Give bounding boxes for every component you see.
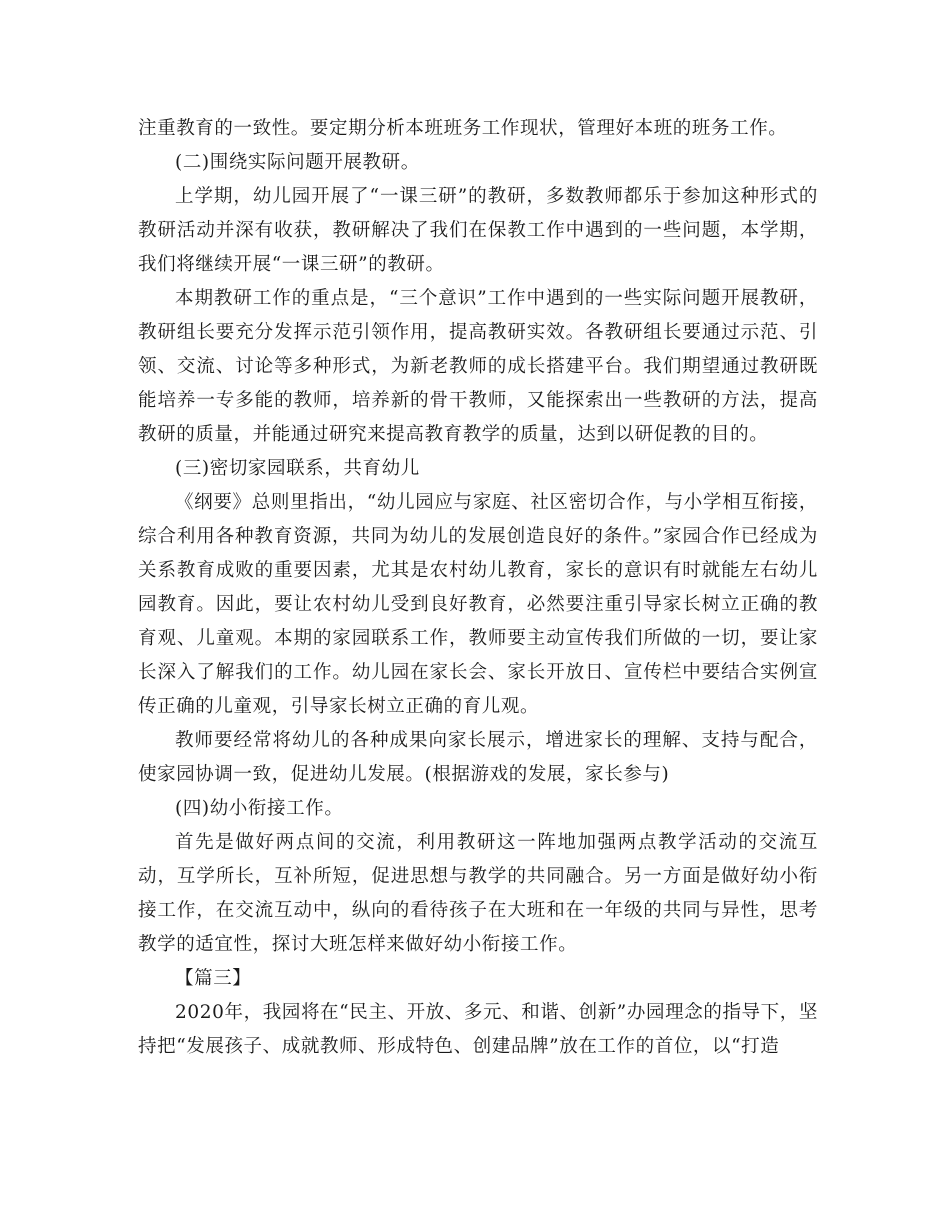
part-three-heading: 【篇三】	[175, 968, 252, 989]
section-heading-3: (三)密切家园联系，共育幼儿	[175, 458, 420, 479]
section-heading-4: (四)幼小衔接工作。	[175, 798, 344, 819]
paragraph-continuation: 注重教育的一致性。要定期分析本班班务工作现状，管理好本班的班务工作。	[138, 118, 788, 139]
document-page	[138, 112, 818, 1064]
paragraph-show-results: 教师要经常将幼儿的各种成果向家长展示，增进家长的理解、支持与配合，使家园协调一致，促进幼儿发展。(根据游戏的发展，家长参与)	[138, 730, 818, 785]
section-heading-2: (二)围绕实际问题开展教研。	[175, 152, 420, 173]
paragraph-yike-sanyan: 上学期，幼儿园开展了“一课三研”的教研，多数教师都乐于参加这种形式的教研活动并深有收获，教研解决了我们在保教工作中遇到的一些问题，本学期，我们将继续开展“一课三研”的教研。	[138, 186, 818, 275]
paragraph-research-focus: 本期教研工作的重点是，“三个意识”工作中遇到的一些实际问题开展教研，教研组长要充分发挥示范引领作用，提高教研实效。各教研组长要通过示范、引领、交流、讨论等多种形式，为新老教师的成长搭建平台。我们期望通过教研既能培养一专多能的教师，培养新的骨干教师，又能探索出一些教研的方法，提高教研的质量，并能通过研究来提高教育教学的质量，达到以研促教的目的。	[138, 288, 818, 445]
paragraph-home-school: 《纲要》总则里指出，“幼儿园应与家庭、社区密切合作，与小学相互衔接，综合利用各种教育资源，共同为幼儿的发展创造良好的条件。”家园合作已经成为关系教育成败的重要因素，尤其是农村幼儿教育，家长的意识有时就能左右幼儿园教育。因此，要让农村幼儿受到良好教育，必然要注重引导家长树立正确的教育观、儿童观。本期的家园联系工作，教师要主动宣传我们所做的一切，要让家长深入了解我们的工作。幼儿园在家长会、家长开放日、宣传栏中要结合实例宣传正确的儿童观，引导家长树立正确的育儿观。	[138, 492, 818, 717]
paragraph-2020-plan: 2020年，我园将在“民主、开放、多元、和谐、创新”办园理念的指导下，坚持把“发展孩子、成就教师、形成特色、创建品牌”放在工作的首位，以“打造	[138, 1002, 818, 1057]
paragraph-transition: 首先是做好两点间的交流，利用教研这一阵地加强两点教学活动的交流互动，互学所长，互补所短，促进思想与教学的共同融合。另一方面是做好幼小衔接工作，在交流互动中，纵向的看待孩子在大班和在一年级的共同与异性，思考教学的适宜性，探讨大班怎样来做好幼小衔接工作。	[138, 832, 818, 955]
